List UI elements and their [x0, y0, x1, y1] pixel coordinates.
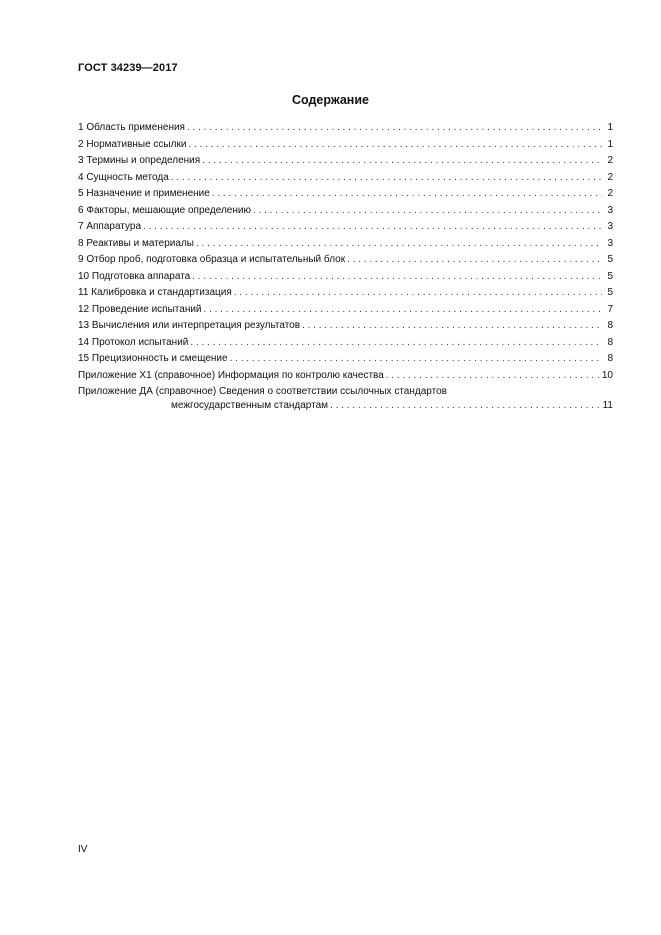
dot-leader [212, 186, 602, 203]
toc-entry-page: 5 [607, 287, 613, 298]
toc-entry-page: 3 [607, 221, 613, 232]
table-of-contents [78, 120, 613, 415]
toc-entry[interactable] [78, 219, 613, 236]
toc-entry-label: 15 Прецизионность и смещение [78, 353, 228, 364]
dot-leader [204, 302, 602, 319]
dot-leader [190, 335, 602, 352]
toc-entry-page: 7 [607, 303, 613, 315]
toc-entry-page: 3 [607, 204, 613, 216]
toc-entry-page: 2 [607, 155, 613, 166]
toc-entry-page: 1 [607, 138, 613, 150]
dot-leader [347, 252, 602, 269]
toc-entry-label: 6 Факторы, мешающие определению [78, 204, 251, 216]
dot-leader [202, 153, 602, 170]
toc-entry-page: 11 [602, 400, 613, 411]
toc-entry-label: 5 Назначение и применение [78, 188, 210, 199]
toc-entry-label: 8 Реактивы и материалы [78, 237, 194, 249]
toc-entry[interactable] [78, 302, 613, 319]
toc-entry[interactable] [78, 153, 613, 170]
toc-entry-page: 2 [607, 188, 613, 199]
toc-entry-page: 2 [607, 171, 613, 183]
toc-entry-page: 8 [607, 353, 613, 364]
toc-entry[interactable] [78, 351, 613, 368]
toc-entry[interactable] [78, 186, 613, 203]
dot-leader [192, 269, 602, 286]
toc-entry-page: 10 [601, 369, 613, 381]
toc-entry-label: 4 Сущность метода [78, 171, 169, 183]
toc-entry-label: Приложение Х1 (справочное) Информация по контролю качества [78, 369, 384, 381]
toc-entry-label: 1 Область применения [78, 122, 185, 133]
standard-header: ГОСТ 34239—2017 [78, 62, 178, 74]
toc-entry-label: 7 Аппаратура [78, 221, 142, 232]
toc-entry-label: 14 Протокол испытаний [78, 336, 189, 348]
toc-entry-annex-x1[interactable] [78, 368, 613, 385]
dot-leader [302, 318, 602, 335]
toc-entry[interactable] [78, 318, 613, 335]
toc-entry-label: Приложение ДА (справочное) Сведения о соответствии ссылочных стандартов [78, 386, 447, 397]
dot-leader [171, 170, 602, 187]
toc-entry[interactable] [78, 236, 613, 253]
dot-leader [187, 120, 602, 137]
toc-entry-label: 3 Термины и определения [78, 155, 201, 166]
dot-leader [386, 368, 599, 385]
page-number: IV [78, 844, 88, 855]
dot-leader [143, 219, 602, 236]
dot-leader [234, 285, 602, 302]
toc-entry-page: 5 [607, 254, 613, 265]
dot-leader [188, 137, 602, 154]
toc-entry-page: 3 [607, 237, 613, 249]
toc-entry[interactable] [78, 120, 613, 137]
toc-entry-label: 10 Подготовка аппарата [78, 270, 191, 282]
toc-entry[interactable] [78, 170, 613, 187]
toc-entry-page: 8 [607, 320, 613, 331]
toc-entry-label: 11 Калибровка и стандартизация [78, 287, 232, 298]
dot-leader [253, 203, 602, 220]
toc-entry[interactable] [78, 269, 613, 286]
dot-leader [330, 398, 600, 415]
contents-title: Содержание [291, 93, 369, 107]
toc-entry[interactable] [78, 285, 613, 302]
toc-entry-page: 1 [607, 122, 613, 133]
toc-entry[interactable] [78, 335, 613, 352]
toc-entry-page: 8 [607, 336, 613, 348]
dot-leader [196, 236, 602, 253]
toc-entry-annex-da[interactable] [78, 384, 613, 415]
toc-entry-label: 2 Нормативные ссылки [78, 138, 187, 150]
toc-entry-label: 13 Вычисления или интерпретация результатов [78, 320, 301, 331]
toc-entry-label: 9 Отбор проб, подготовка образца и испытательный блок [78, 254, 346, 265]
toc-entry-label-continued: межгосударственным стандартам [171, 400, 329, 411]
toc-entry[interactable] [78, 203, 613, 220]
toc-entry[interactable] [78, 252, 613, 269]
toc-entry-page: 5 [607, 270, 613, 282]
toc-entry-label: 12 Проведение испытаний [78, 303, 202, 315]
toc-entry[interactable] [78, 137, 613, 154]
dot-leader [230, 351, 602, 368]
